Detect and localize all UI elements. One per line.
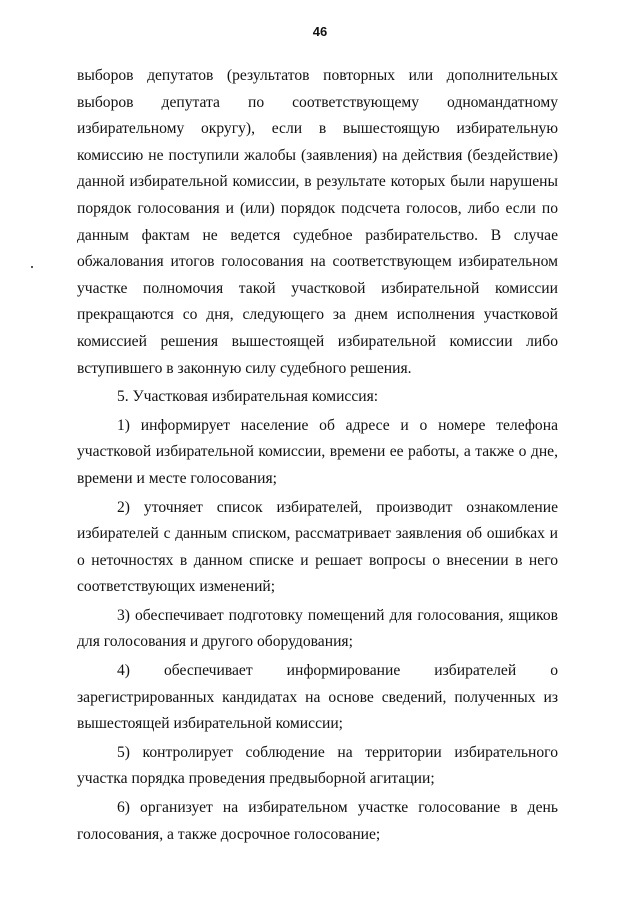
margin-mark	[31, 266, 33, 268]
paragraph-item-5: 5. Участковая избирательная комиссия:	[117, 388, 379, 406]
paragraph-subitem-3: 3) обеспечивает подготовку помещений для голосования, ящиков для голосования и другого оборудования;	[77, 606, 558, 651]
paragraph-subitem-2: 2) уточняет список избирателей, производит ознакомление избирателей с данным списком, рассматривает заявления об ошибках и о неточностях в данном списке и решает вопросы о внесении в него соответствующих изменений;	[77, 498, 558, 596]
paragraph-continued: выборов депутатов (результатов повторных или дополнительных выборов депутата по соответствующему одномандатному избирательному округу), если в вышестоящую избирательную комиссию не поступили жалобы (заявления) на действия (бездействие) данной избирательной комиссии, в результате которых были нарушены порядок голосования и (или) порядок подсчета голосов, либо если по данным фактам не ведется судебное разбирательство. В случае обжалования итогов голосования на соответствующем избирательном участке полномочия такой участковой избирательной комиссии прекращаются со дня, следующего за днем исполнения участковой комиссией решения вышестоящей избирательной комиссии либо вступившего в законную силу судебного решения.	[77, 67, 558, 377]
document-body	[77, 63, 558, 848]
paragraph-subitem-6: 6) организует на избирательном участке голосование в день голосования, а также досрочное голосование;	[77, 799, 558, 843]
paragraph-subitem-5: 5) контролирует соблюдение на территории избирательного участка порядка проведения предвыборной агитации;	[77, 743, 558, 788]
page-number: 46	[312, 24, 328, 39]
paragraph-subitem-1: 1) информирует население об адресе и о номере телефона участковой избирательной комиссии, времени ее работы, а также о дне, времени и месте голосования;	[77, 416, 558, 487]
paragraph-subitem-4: 4) обеспечивает информирование избирателей о зарегистрированных кандидатах на основе сведений, полученных из вышестоящей избирательной комиссии;	[77, 662, 558, 733]
